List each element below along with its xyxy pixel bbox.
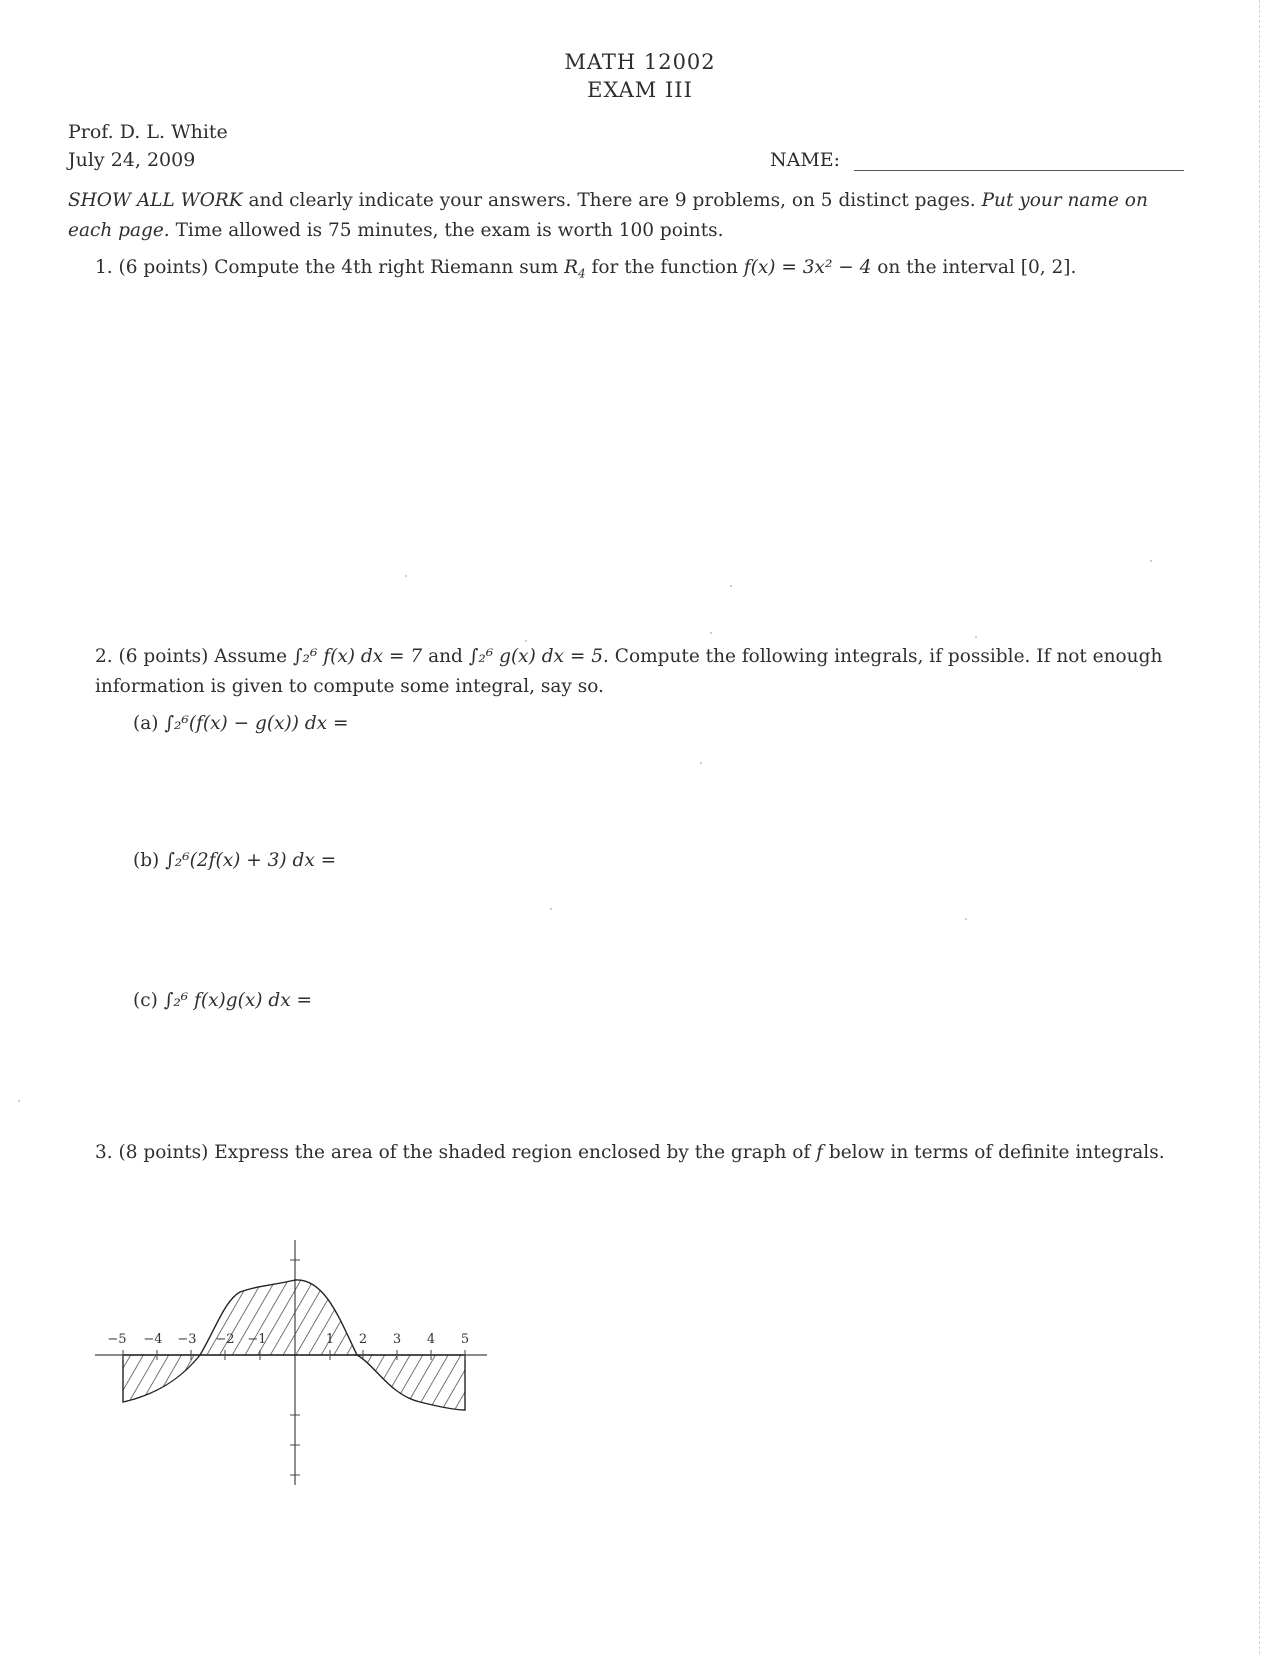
tick-label-neg1: −1 [247, 1332, 267, 1347]
q2-part-b-label: (b) [133, 850, 160, 871]
q2-number: 2. [95, 646, 113, 667]
q2-part-b [133, 850, 336, 871]
q2-rest: Compute the following integrals, if possible. If not enough information is given to compute some integral, say so. [95, 646, 1163, 697]
instructions [68, 186, 1188, 246]
q3-points: (8 points) [118, 1142, 209, 1163]
scan-speck [1150, 560, 1152, 562]
q1-riemann-symbol: $R_4$ [564, 257, 586, 281]
scan-speck [975, 636, 977, 638]
q1-function: f(x) = 3x² − 4 [743, 257, 872, 278]
shaded-region-left [123, 1355, 200, 1402]
q1-text-c: on the interval [0, 2]. [877, 257, 1077, 278]
q2-part-c [133, 990, 312, 1011]
exam-title: EXAM III [587, 78, 693, 102]
question-1 [95, 253, 1195, 289]
tick-label-neg5: −5 [107, 1332, 127, 1347]
q3-text-a: Express the area of the shaded region enclosed by the graph of [214, 1142, 811, 1163]
name-label: NAME: [770, 149, 841, 171]
shaded-region-right [357, 1355, 465, 1410]
course-title: MATH 12002 [564, 50, 716, 74]
tick-label-4: 4 [426, 1332, 436, 1347]
scan-speck [525, 640, 527, 642]
q1-text-b: for the function [591, 257, 738, 278]
q2-integral-f: ∫₂⁶ f(x) dx = 7 [292, 646, 423, 667]
q1-points: (6 points) [118, 257, 209, 278]
scan-speck [550, 908, 552, 910]
q2-part-a-expr: ∫₂⁶(f(x) − g(x)) dx = [164, 713, 349, 734]
tick-label-3: 3 [392, 1332, 402, 1347]
scan-speck [965, 918, 967, 920]
scan-speck [730, 585, 732, 587]
q2-part-b-expr: ∫₂⁶(2f(x) + 3) dx = [165, 850, 337, 871]
exam-date: July 24, 2009 [68, 149, 196, 171]
name-blank-line[interactable] [854, 170, 1184, 171]
question-3 [95, 1138, 1205, 1168]
tick-label-2: 2 [358, 1332, 368, 1347]
q1-number: 1. [95, 257, 113, 278]
tick-label-1: 1 [325, 1332, 335, 1347]
question-2 [95, 642, 1195, 702]
q2-assume: Assume [214, 646, 288, 667]
scan-speck [405, 575, 407, 577]
tick-label-5: 5 [460, 1332, 470, 1347]
q2-points: (6 points) [118, 646, 209, 667]
q1-text-a: Compute the 4th right Riemann sum [214, 257, 559, 278]
scan-speck [700, 762, 702, 764]
q3-text-b: below in terms of definite integrals. [828, 1142, 1165, 1163]
instructions-text-2: Time allowed is 75 minutes, the exam is worth 100 points. [169, 220, 724, 241]
q2-part-a [133, 713, 349, 734]
tick-label-neg4: −4 [143, 1332, 163, 1347]
instructions-put-name: Put your name on each page. [68, 190, 1148, 241]
instructions-text-1: and clearly indicate your answers. There are 9 problems, on 5 distinct pages. [242, 190, 982, 211]
q3-function: f [816, 1142, 823, 1163]
q2-part-c-label: (c) [133, 990, 158, 1011]
instructions-show-all-work: SHOW ALL WORK [68, 190, 243, 211]
scan-speck [18, 1100, 20, 1102]
scan-speck [710, 632, 712, 634]
q2-part-a-label: (a) [133, 713, 159, 734]
q3-graph [95, 1240, 515, 1500]
scan-edge-line [1259, 0, 1260, 1654]
q3-number: 3. [95, 1142, 113, 1163]
tick-label-neg3: −3 [177, 1332, 197, 1347]
tick-label-neg2: −2 [215, 1332, 235, 1347]
q2-integral-g: ∫₂⁶ g(x) dx = 5. [468, 646, 609, 667]
q2-and: and [428, 646, 463, 667]
professor-name: Prof. D. L. White [68, 121, 228, 143]
q2-part-c-expr: ∫₂⁶ f(x)g(x) dx = [163, 990, 313, 1011]
